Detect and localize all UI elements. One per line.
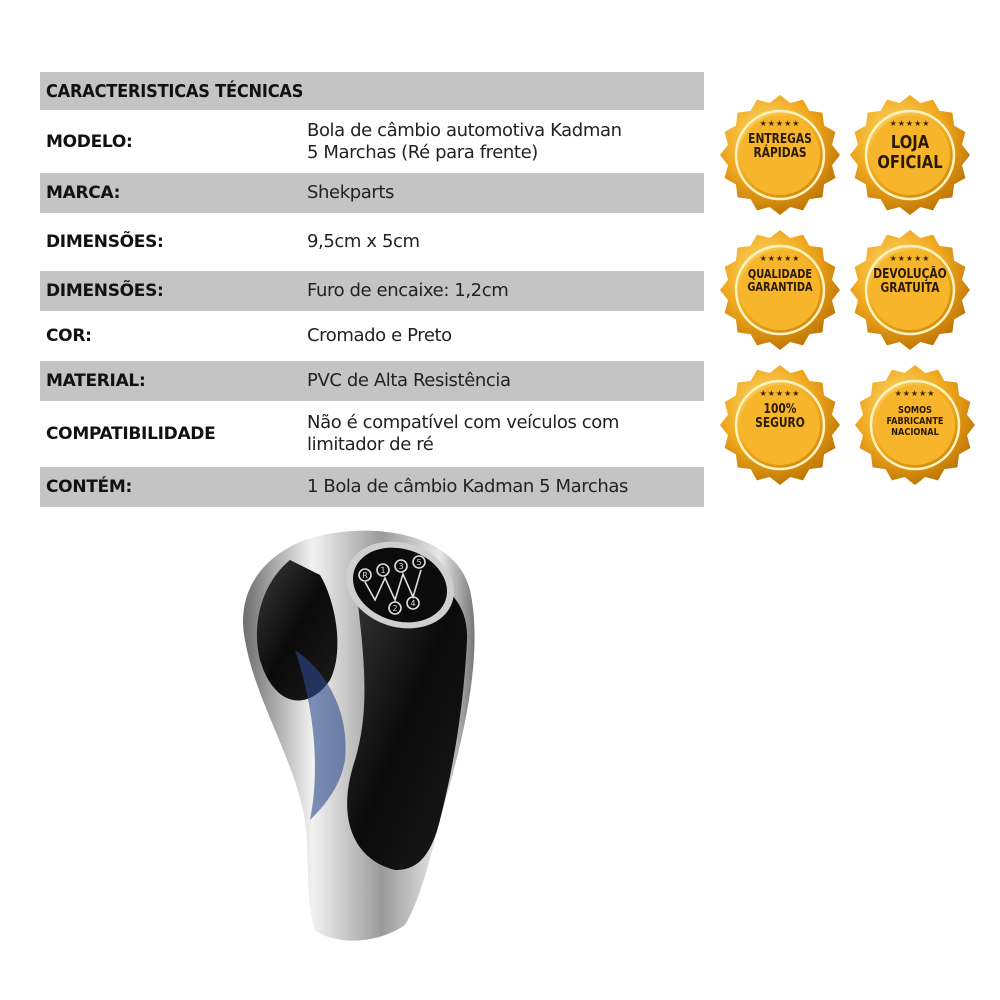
specs-table [40,72,704,507]
badge-somos [855,365,975,485]
badge-label [861,268,959,297]
specs-title: CARACTERISTICAS TÉCNICAS [40,72,704,110]
spec-key: CONTÉM: [46,477,132,497]
badge-entregas [720,95,840,215]
rating-stars: ★★★★★ [759,389,801,398]
spec-row-fitting-hole [40,271,704,311]
spec-row-material [40,361,704,401]
spec-value: Shekparts [307,182,395,203]
spec-key: COMPATIBILIDADE [46,424,216,444]
spec-value-line: 5 Marchas (Ré para frente) [307,141,538,163]
rating-stars: ★★★★★ [759,119,801,128]
badge-devolu-o [850,230,970,350]
badge-label [866,405,964,438]
spec-row-compatibility [40,401,704,467]
gear-shift-knob-icon [235,520,495,950]
rating-stars: ★★★★★ [889,119,931,128]
spec-value: 1 Bola de câmbio Kadman 5 Marchas [307,476,629,497]
badge-label [731,133,829,162]
spec-value [307,120,704,164]
badge-label-line: DEVOLUÇÃO [873,267,947,282]
gear-position-label: R [362,571,368,580]
badge-label-line: QUALIDADE [747,267,813,281]
badge-label-line: FABRICANTE [886,416,944,427]
spec-key: MODELO: [46,131,133,152]
badge-label-line: GRATUITA [880,281,940,297]
badge-label-line: SEGURO [755,416,805,432]
rating-stars: ★★★★★ [894,389,936,398]
spec-value: Cromado e Preto [307,325,452,346]
badge-label-line: OFICIAL [877,151,943,173]
badge-qualidade [720,230,840,350]
spec-value: Furo de encaixe: 1,2cm [307,280,509,301]
spec-key: DIMENSÕES: [46,232,164,252]
spec-value-line: Bola de câmbio automotiva Kadman [307,119,622,141]
badge-label-line: LOJA [890,132,930,153]
badge-label [861,133,959,173]
spec-row-dimensions [40,213,704,271]
rating-stars: ★★★★★ [759,254,801,263]
badge-loja [850,95,970,215]
gear-position-label: 4 [410,599,416,608]
gear-position-label: 1 [380,566,386,575]
badge-label-line: SOMOS [898,405,932,416]
badge-label-line: RÁPIDAS [753,146,807,162]
badge-label-line: GARANTIDA [747,280,813,295]
spec-value-line: limitador de ré [307,434,434,455]
spec-row-model [40,110,704,173]
spec-row-contents [40,467,704,507]
rating-stars: ★★★★★ [889,254,931,263]
badge-label-line: NACIONAL [891,427,939,438]
gear-position-label: 5 [416,558,422,567]
spec-key: COR: [46,326,92,346]
spec-key: MARCA: [46,183,121,203]
spec-key: DIMENSÕES: [46,281,164,301]
spec-row-brand [40,173,704,213]
spec-key: MATERIAL: [46,371,146,391]
spec-row-color [40,311,704,361]
spec-value-line: Não é compatível com veículos com [307,412,619,433]
gear-position-label: 2 [392,604,398,613]
spec-value [307,412,704,456]
badge-label [731,403,829,432]
badge-label-line: 100% [763,402,797,417]
badge-label-line: ENTREGAS [748,132,812,147]
gear-position-label: 3 [398,562,404,571]
spec-value: PVC de Alta Resistência [307,370,511,391]
spec-value: 9,5cm x 5cm [307,231,420,252]
badge-100- [720,365,840,485]
badge-label [731,268,829,294]
